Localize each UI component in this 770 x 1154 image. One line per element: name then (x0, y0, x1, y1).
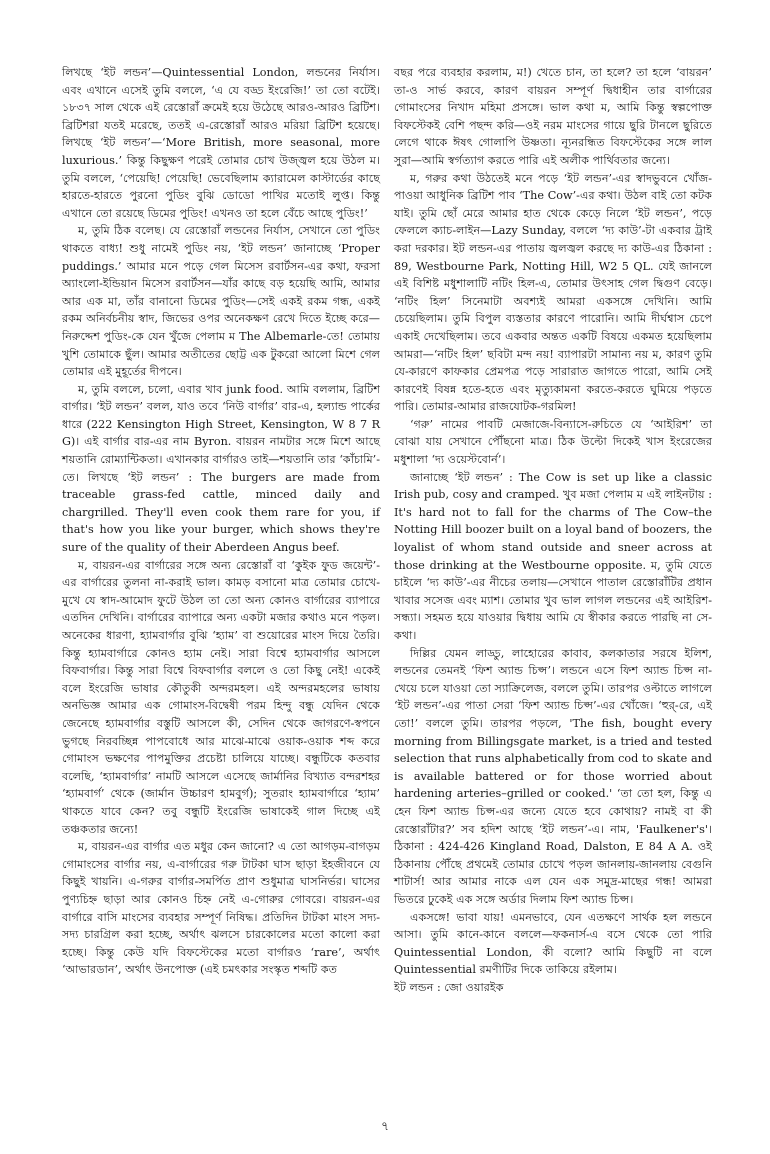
paragraph: লিখছে ‘ইট লন্ডন’—Quintessential London, লন্ডনের নির্যাস। এবং এখানে এসেই তুমি বললে, ‘এ যে বড্ড ইংরেজি!’ তা তো বটেই। ১৮৩৭ সাল থেকে এই রেস্তোরাঁ ক্রমেই হয়ে উঠেছে আরও-আরও ব্রিটিশ। ব্রিটিশরা যতই মরেছে, ততই এ-রেস্তোরাঁ আরও মরিয়া ব্রিটিশ হয়েছে। লিখছে ‘ইট লন্ডন’—‘More British, more seasonal, more luxurious.’ কিন্তু কিছুক্ষণ পরেই তোমার চোখ উজ্জ্বল হয়ে উঠল ম। তুমি বললে, ‘পেয়েছি! পেয়েছি! ভেবেছিলাম ক্যারামেল কাস্টার্ডের কাছে হারতে-হারতে পুরনো পুডিং বুঝি ডোডো পাখির মতোই লুপ্ত। কিন্তু এখানে তো রয়েছে ডিমের পুডিং! এখনও তা হলে বেঁচে আছে পুডিং!’ (62, 66, 380, 220)
paragraph: ম, বায়রন-এর বার্গারের সঙ্গে অন্য রেস্তোরাঁ বা ‘কুইক ফুড জয়েন্ট’-এর বার্গারের তুলনা না-করাই ভাল। কামড় বসানো মাত্র তোমার চোখে-মুখে যে স্বাদ-আমোদ ফুটে উঠল তা তো অন্য কোনও বার্গারের ব্যাপারে এতদিন দেখিনি। বার্গারের ব্যাপারে অন্য একটা মজার কথাও মনে পড়ল। অনেকের ধারণা, হ্যামবার্গার বুঝি ‘হ্যাম’ বা শুয়োরের মাংস দিয়ে তৈরি। কিন্তু হ্যামবার্গারে কোনও হ্যাম নেই। সারা বিশ্বে হ্যামবার্গার আসলে বিফবার্গার। কিন্তু সারা বিশ্বে বিফবার্গার বললে ও তো কিছু নেই! একেই বলে ইংরেজি ভাষার কৌতুকী অন্দরমহল। এই অন্দরমহলের ভাষায় অনভিজ্ঞ আমার এক গোমাংস-বিদ্বেষী পরম হিন্দু বন্ধু যেদিন থেকে জেনেছে হ্যামবার্গার বস্তুটি আসলে কী, সেদিন থেকে জাগরণে-স্বপনে ভুগছে নিরবচ্ছিন্ন পাপবোধে আর মাঝে-মাঝে ওয়াক-ওয়াক শব্দ করে গোমাংস ভক্ষণের পাপমুক্তির প্রচেষ্টা চালিয়ে যাচ্ছে। বন্ধুটিকে কতবার বলেছি, ‘হ্যামবার্গার’ নামটি আসলে এসেছে জার্মানির বিখ্যাত বন্দরশহর ‘হ্যামবার্গ’ থেকে (জার্মান উচ্চারণ হামবুর্গ); সুতরাং হ্যামবার্গারে ‘হ্যাম’ থাকতে যাবে কেন? তবু বন্ধুটি ইংরেজি ভাষাকেই গাল দিচ্ছে এই তঞ্চকতার জন্যে! (62, 558, 380, 836)
paragraph: দিল্লির যেমন লাড্ডু, লাহোরের কাবাব, কলকাতার সরষে ইলিশ, লন্ডনের তেমনই ‘ফিশ অ্যান্ড চিপ্স’। লন্ডনে এসে ফিশ অ্যান্ড চিপ্স না-খেয়ে চলে যাওয়া তো স্যাক্রিলেজ, বললে তুমি। তারপর ওল্টাতে লাগলে ‘ইট লন্ডন’-এর পাতা সেরা ‘ফিশ অ্যান্ড চিপ্স’-এর খোঁজে। ‘হুর্‌-রে, এই তো!’ বললে তুমি। তারপর পড়লে, 'The fish, bought every morning from Billingsgate market, is a tried and tested selection that runs alphabetically from cod to skate and is available battered or for those worried about hardening arteries–grilled or cooked.' ‘তা তো হল, কিন্তু এ হেন ফিশ অ্যান্ড চিপ্স-এর জন্যে যেতে হবে কোথায়? নামই বা কী রেস্তোরাঁটার?’ সব হদিশ আছে ‘ইট লন্ডন’-এ। নাম, 'Faulkener's'। ঠিকানা : 424-426 Kingland Road, Dalston, E 84 A A. ওই ঠিকানায় পৌঁছে প্রথমেই তোমার চোখে পড়ল জানলায়-জানলায় বেগুনি শাটার্স! আর আমার নাকে এল যেন এক সমুদ্র-মাছের গন্ধ! আমরা ভিতরে ঢুকেই এক সঙ্গে অর্ডার দিলাম ফিশ অ্যান্ড চিপ্স। (394, 646, 712, 906)
paragraph: ম, তুমি ঠিক বলেছ। যে রেস্তোরাঁ লন্ডনের নির্যাস, সেখানে তো পুডিং থাকতে বাধ্য! শুধু নামেই পুডিং নয়, ‘ইট লন্ডন’ জানাচ্ছে ‘Proper puddings.’ আমার মনে পড়ে গেল মিসেস রবার্টসন-এর কথা, ফরসা অ্যাংলো-ইন্ডিয়ান মিসেস রবার্টসন—যাঁর কাছে বড় হয়েছি আমি, আমার আর এক মা, তাঁর বানানো ডিমের পুডিং—সেই একই রকম গন্ধ, একই রকম অনির্বচনীয় স্বাদ, জিভের ওপর অনেকক্ষণ রেখে দিতে ইচ্ছে করে—নিরুদ্দেশ পুডিং-কে যেন খুঁজে পেলাম ম The Albemarle-তে! তোমায় খুশি তোমাকে ছুঁল। আমার অতীতের ছোট্ট এক টুকরো আলো মিশে গেল তোমার এই মুহূর্তের দীপনে। (62, 224, 380, 379)
paragraph: ‘গরু’ নামের পাবটি মেজাজে-বিন্যাসে-রুচিতে যে ‘আইরিশ’ তা বোঝা যায় সেখানে পৌঁছনো মাত্র। ঠিক উল্টো দিকেই খাস ইংরেজের মধুশালা ‘দ্য ওয়েস্টবোর্ন’। (394, 417, 712, 467)
paragraph: ম, বায়রন-এর বার্গার এত মধুর কেন জানো? এ তো আগড়ম-বাগড়ম গোমাংসের বার্গার নয়, এ-বার্গারের গরু টাটকা ঘাস ছাড়া ইহজীবনে যে কিছুই খায়নি। এ-গরুর বার্গার-সমর্পিত প্রাণ শুধুমাত্র ঘাসনির্ভর। ঘাসের পুণ্যচিহ্ন ছাড়া আর কোনও চিহ্ন নেই এ-গোরুর গোবরে। বায়রন-এর বার্গারে বাসি মাংসের ব্যবহার সম্পূর্ণ নিষিদ্ধ। প্রতিদিন টাটকা মাংস সদ্য-সদ্য চারগ্রিল করা হচ্ছে, অর্থাৎ ঝলসে চারকোলের মতো কালো করা হচ্ছে। কিন্তু কেউ যদি বিফস্টেকের মতো বার্গারও ‘rare’, অর্থাৎ ‘আভারডান’, অর্থাৎ উনপোক্ত (এই চমৎকার সংস্কৃত শব্দটি কত (62, 840, 380, 977)
photo-credit: ইট লন্ডন : জো ওয়ারইক (394, 980, 504, 994)
paragraph: একসঙ্গে! ভাবা যায়! এমনভাবে, যেন এতক্ষণে সার্থক হল লন্ডনে আসা। তুমি কানে-কানে বললে—ফকনার্স-এ বসে থেকে তো পারি Quintessential London, কী বলো? আমি কিছুটি না বলে Quintessential রমণীটির দিকে তাকিয়ে রইলাম। (394, 910, 712, 977)
right-column (394, 64, 712, 996)
article-columns (62, 64, 712, 996)
paragraph: জানাচ্ছে ‘ইট লন্ডন’ : The Cow is set up like a classic Irish pub, cosy and cramped. খুব মজা পেলাম ম এই লাইনটায় : It's hard not to fall for the charms of The Cow–the Notting Hill boozer built on a loyal band of boozers, the loyalist of whom stand outside and sneer across at those drinking at the Westbourne opposite. ম, তুমি যেতে চাইলে ‘দ্য কাউ’-এর নীচের তলায়—সেখানে পাতাল রেস্তোরাঁটির প্রধান খাবার সসেজ এবং ম্যাশ। তোমার খুব ভাল লাগল লন্ডনের এই আইরিশ-সন্ধ্যা। সহমত হয়ে যাওয়ার দ্বিধায় আমি যে স্বীকার করতে পারছি না সে-কথা। (394, 470, 712, 642)
paragraph: ম, তুমি বললে, চলো, এবার খাব junk food. আমি বললাম, ব্রিটিশ বার্গার। ‘ইট লন্ডন’ বলল, যাও তবে ‘নিউ বার্গার’ বার-এ, হল্যান্ড পার্কের ধারে (222 Kensington High Street, Kensington, W 8 7 R G)। এই বার্গার বার-এর নাম Byron. বায়রন নামটার সঙ্গে মিশে আছে শয়তানি রোম্যান্টিকতা। এখানকার বার্গারও তাই—শয়তানি তার ‘কাঁচামি’-তে। লিখছে ‘ইট লন্ডন’ : The burgers are made from traceable grass-fed cattle, minced daily and chargrilled. They'll even cook them rare for you, if that's how you like your burger, which shows they're sure of the quality of their Aberdeen Angus beef. (62, 382, 380, 555)
left-column (62, 64, 380, 996)
page-number: ৭ (381, 1119, 389, 1133)
paragraph: বছর পরে ব্যবহার করলাম, ম!) খেতে চান, তা হলে? তা হলে ‘বায়রন’ তা-ও সার্ভ করবে, কারণ বায়রন সম্পূর্ণ দ্বিধাহীন তার বার্গারের গোমাংসের নিখাদ মহিমা প্রসঙ্গে। ভাল কথা ম, আমি কিন্তু স্বল্পপোক্ত বিফস্টেকই বেশি পছন্দ করি—ওই নরম মাংসের গায়ে ছুরি টানলে ছুরিতে লেগে থাকে ঈষৎ গোলাপি উষ্ণতা। ন্যূনরন্ধিত বিফস্টেকের সঙ্গে লাল সুরা—আমি স্বর্গত্যাগ করতে পারি এই অলীক পার্থিবতার জন্যে। (394, 66, 712, 167)
paragraph: ম, গরুর কথা উঠতেই মনে পড়ে ‘ইট লন্ডন’-এর স্বাদভুবনে খোঁজ-পাওয়া আধুনিক ব্রিটিশ পাব ‘The Cow’-এর কথা। উঠল বাই তো কটক যাই। তুমি ছোঁ মেরে আমার হাত থেকে কেড়ে নিলে ‘ইট লন্ডন’, পড়ে ফেললে ক্যাচ-লাইন—Lazy Sunday, বললে ‘দ্য কাউ’-টা একবার ট্রাই করা দরকার। ইট লন্ডন-এর পাতায় জ্বলজ্বল করছে দ্য কাউ-এর ঠিকানা : 89, Westbourne Park, Notting Hill, W2 5 QL. যেই জানলে এই বিশিষ্ট মধুশালাটি নটিং হিল-এ, তোমার উৎসাহ গেল দ্বিগুণ বেড়ে। ‘নটিং হিল’ সিনেমাটা অবশ্যই আমরা একসঙ্গে দেখিনি। আমি চেয়েছিলাম। তুমি বিপুল ব্যস্ততার কারণে পারোনি। আমি দীর্ঘশ্বাস চেপে একাই দেখেছিলাম। তবে একবার অন্তত একটি বিষয়ে একমত হয়েছিলাম আমরা—‘নটিং হিল’ ছবিটা মন্দ নয়! ব্যাপারটা সামান্য নয় ম, কারণ তুমি যে-কারণে কাফকার প্রেমপত্র পড়ে সারারাত জাগতে পারো, আমি সেই কারণেই বিষন্ন হতে-হতে এবং মৃত্যুকামনা করতে-করতে ঘুমিয়ে পড়তে পারি। তোমার-আমার রাজযোটক-গরমিল! (394, 171, 712, 414)
